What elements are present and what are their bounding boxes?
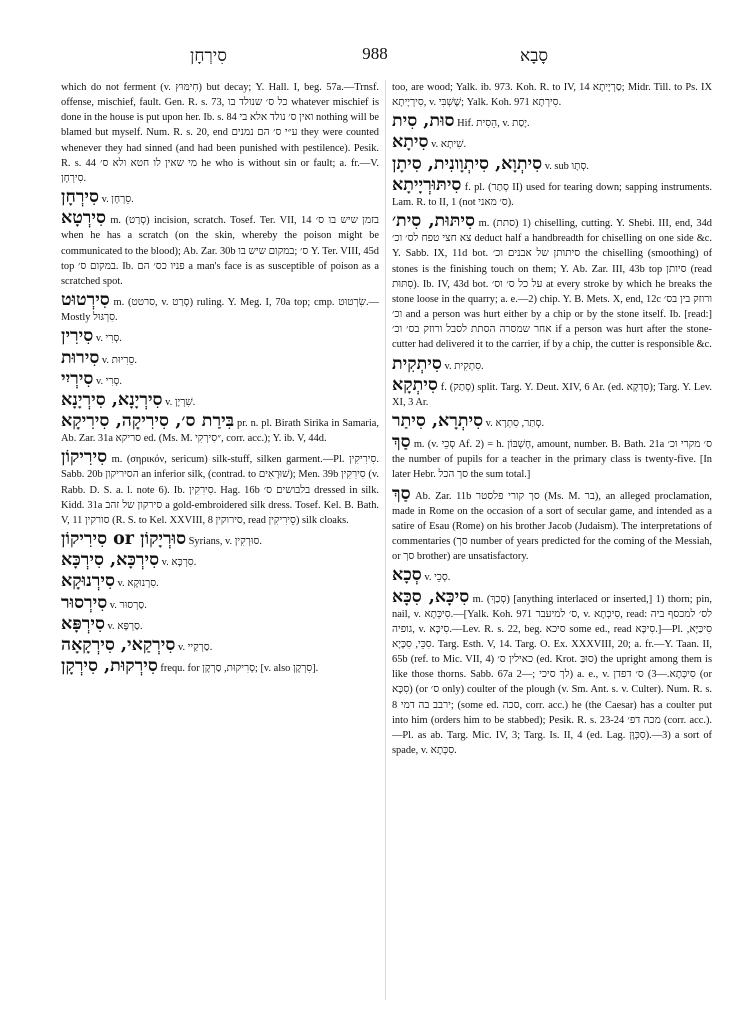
right-running-head: סָבָא: [520, 46, 549, 66]
entry-text: frequ. for סְרִיקוּת, סַרְקָן; [v. also סִרְקָן].: [160, 663, 319, 674]
entry-headword: סִיתְקִית: [392, 353, 442, 374]
entry: [392, 566, 712, 585]
entry: [61, 327, 379, 346]
entry-text: too, are wood; Yalk. ib. 973. Koh. R. to IV, 14 סַרְיָיתָא; Midr. Till. to Ps. IX סִירְיָיתָא, v. שָׁשְׁבִּי; Yalk. Koh. 971 סִירְתָא.: [392, 82, 712, 109]
entry-headword: סִירְחָן: [61, 187, 99, 208]
entry: [61, 657, 379, 676]
entry: [392, 355, 712, 374]
entry: [61, 370, 379, 389]
entry-headword: סִירִיקוֹן: [61, 447, 108, 468]
entry-headword: סִירְטָא: [61, 208, 106, 229]
entry-text: v. סַרְקַיי.: [177, 641, 213, 653]
entry-headword: סִירִיקוֹן or סוּרְיָקוֹן: [61, 529, 187, 550]
entry-text: v. sub סְתָו.: [544, 160, 589, 172]
entry-headword: סִירְכָּא, סִירְכָּא: [61, 550, 160, 571]
entry-headword: סִירְסוּר: [61, 592, 108, 613]
entry-text: Hif. הֵסִית, v. יָסַת.: [457, 118, 530, 130]
entry: [61, 572, 379, 591]
entry-headword: סַךְ: [392, 432, 411, 453]
left-column: [61, 80, 379, 1005]
entry-headword: סִירְנוּקָא: [61, 571, 115, 592]
entry-headword: סִירְיִי: [61, 368, 94, 389]
entry: [61, 209, 379, 289]
entry-text: v. סְרִי.: [95, 333, 122, 345]
entry-text: Syrians, v. סוּרְקִין.: [188, 536, 262, 548]
column-divider: [385, 80, 386, 1000]
entry: [392, 133, 712, 152]
entry-headword: סִירְפָּא: [61, 613, 105, 634]
entry-headword: סִירוּת: [61, 347, 100, 368]
entry-headword: סִירְיָנָא, סִירְיָנָא: [61, 389, 163, 410]
entry: [392, 212, 712, 352]
entry: [61, 636, 379, 655]
entry-headword: סִיתְרָא, סִיתַר: [392, 410, 484, 431]
page-header: [0, 44, 750, 72]
entry: [61, 412, 379, 446]
entry: [392, 485, 712, 565]
entry-headword: סִירְטוּט: [61, 290, 110, 311]
entry-text: v. סְרִי.: [95, 375, 123, 387]
entry: [392, 433, 712, 482]
entry-headword: סַךְ: [392, 483, 411, 504]
entry-text: which do not ferment (v. חִימּוּץ) but decay; Y. Hall. I, beg. 57a.—Trnsf. offense, mischief, fault. Gen. R. s. 73, כל ס׳ שנולד בו whatever mischief is done in the house is put upon her. Ib. s. 84 ואין ס׳ נולד אלא בי nothing will be blamed but myself. Num. R. s. 20, end ע״י ס׳ הם נמנים they were counted whenever they had sinned (and had been punished with pestilence). Pesik. R. s. 44 מי שאין לו חטא ולא ס׳ he who is without sin or fault; a. fr.—V. סִירְחָן.: [61, 82, 379, 184]
entry-headword: סִיתָא: [392, 132, 429, 153]
entry-headword: סִיתְוָא, סִיתְוָונִית, סִיתָן: [392, 153, 543, 174]
entry: [392, 412, 712, 431]
entry-text: m. (σηρικόν, sericum) silk-stuff, silken garment.—Pl. סִירִיקִין. Sabb. 20b הסיריקון an inferior silk, (contrad. to שׁוּרָאִים); Men. 39b סִירִקִין (v. Rabb. D. S. a. l. note 6). Ib. סִירִקִין. Hag. 16b בלבושים ס׳ dressed in silk. Kidd. 31a סירקון של זהב a gold-embroidered silk dress. Tosef. Kel. B. Bath. V, 11 סורקין (R. S. to Kel. XXVIII, 8 סירוקין, read סֵירִיקִין) silk cloaks.: [61, 454, 379, 526]
entry-text: m. (v. סְכֵי Af. 2) = h. חֶשְׁבּוֹן, amount, number. B. Bath. 21a ס׳ מקרי וכ׳ the number of pupils for a teacher in the primary class is twenty-five. [In later Hebr. סך הכל the sum total.]: [392, 439, 712, 481]
entry-text: v. סִרְכָּא.: [161, 557, 197, 569]
entry: [392, 176, 712, 210]
entry-text: m. (סתת) 1) chiselling, cutting. Y. Shebi. III, end, 34d צא חצי טפח לס׳ וכ׳ deduct half a handbreadth for chiselling on one side &c. Y. Sabb. IX, 11d bot. סיתותן של אבנים וכ׳ the chiselling (smoothing) of stones is the finishing touch on them; Y. Ab. Zar. III, 43b top סיותן (read סִתּוּת). Ib. IV, 43d bot. על כל ס׳ וס׳ at every stroke by which he breaks the stone loose in the quarry; a. e.—2) chip. Y. B. Mets. X, end, 12c ורוזק בין בס׳ וכ׳ and a person was hurt either by a chip or by the stone itself. Ib. [read:] אחר שמסרה הסתת לסבל ורוזק בס׳ וכ׳ if a person was hurt after the stone-cutter had delivered it to the carrier, if by a chip, the cutter is responsible &c.: [392, 218, 712, 351]
entry: [61, 188, 379, 207]
entry-headword: סִירְקוּת, סִירְקָן: [61, 656, 158, 676]
entry-text: v. סְכֵי.: [424, 572, 451, 584]
entry: [61, 448, 379, 528]
entry-text: m. (סרטט, v. סְרַט) ruling. Y. Meg. I, 70a top; cmp. שִׂרְטוּט.—Mostly סִרְגּוּל.: [61, 297, 379, 324]
entry: [392, 112, 712, 131]
left-running-head: סִירְחָן: [190, 46, 227, 66]
entry-headword: סְכָא: [392, 565, 422, 586]
entry-text: v. סֵרְחָן.: [101, 194, 134, 206]
entry-headword: סִיתּוּת, סִית׳: [392, 211, 475, 232]
entry-text: m. (סְרַט) incision, scratch. Tosef. Ter. VII, 14 בזמן שיש בו ס׳ when he has a scratch (on the skin, whereby the poison might be communicated to the blood); Ab. Zar. 30b ס׳ ;במקום שיש בו Y. Ter. VIII, 45d top במקום ס׳. Ib. פניו כס׳ הם a man's face is as susceptible of poison as a scratched spot.: [61, 215, 379, 287]
entry: [61, 594, 379, 613]
entry-headword: סִיתּוּרְיָיתָא: [392, 174, 462, 195]
entry-text: v. שִׁיתָא.: [431, 139, 467, 151]
entry: [61, 349, 379, 368]
entry-text: f. pl. (סְתַר II) used for tearing down; sapping instruments. Lam. R. to II, 1 (not ס׳ מאני).: [392, 181, 712, 208]
entry: [61, 391, 379, 410]
entry-text: v. סַרְסוּר.: [109, 599, 147, 611]
entry-headword: בִּירַת ס׳, סִירִיקָה, סִירִיקָא: [61, 410, 235, 431]
entry-text: v. שִׁרְיָן.: [165, 396, 196, 408]
entry-text: Ab. Zar. 11b סך קורי פלסטר (Ms. M. בר), an alleged proclamation, made in Rome on the occasion of a sort of secular game, and intended as a satire of Esau (Rome) on his brother Jacob (Judaism). The interpretations of commentaries (סך number of years predicted for the coming of the Messiah, or סך brother) are unsatisfactory.: [392, 490, 712, 563]
entry: [61, 615, 379, 634]
entry-headword: סִיתְקָא: [392, 374, 438, 395]
entry: [61, 291, 379, 325]
entry-headword: סִיכָּא, סִכָּא: [392, 586, 470, 607]
entry-headword: סִירְקַאי, סִירְקָאָה: [61, 634, 176, 655]
entry-text: pr. n. pl. Birath Sirika in Samaria, Ab. Zar. 31a סריקא ed. (Ms. M. ״סִירְקִי, corr. acc.); Y. ib. V, 44d.: [61, 417, 379, 445]
entry: [61, 551, 379, 570]
entry-text: v. סַרְפָּא.: [107, 620, 143, 632]
entry: [392, 376, 712, 410]
entry-text: v. סְתַר, סִתְרָא.: [485, 417, 545, 429]
entry: [61, 530, 379, 549]
entry: [392, 588, 712, 759]
entry-headword: סִירִין: [61, 326, 94, 347]
entry: [61, 80, 379, 186]
entry-text: v. סִתְקִית.: [444, 360, 484, 372]
entry-text: m. (סְכַךְ) [anything interlaced or inserted,] 1) thorn; pin, nail, v. סִיכְּתָא.—[Yalk. Koh. 971 ס׳ למיעבר, v. סִיכְתָא, read: לס׳ למכסף ביה גופיה, v. סִיכָּא.—Lev. R. s. 22, beg. סיכא some ed., read סִיכָּא.]—Pl. סִיכַּיָּא, סִכֵּי, סִכָּיָא. Targ. Esth. V, 14. Targ. O. Ex. XXXVIII, 20; a. fr.—Y. Taan. II, 65b (ref. to Mic. VII, 4) כאילין ס׳ (ed. Krot. סוּבַּ) the upright among them is like those thorns. Sabb. 67a לך סיכי ;—2) a. e., v. סִיכְּתָא.—3) ס׳ דפדן (or סִכָּא) (or ס׳ only) coulter of the plough (v. Sm. Ant. s. v. Culter). Num. R. s. 8 ירבב בה דמי; (some ed. סכה, corr. acc.) he (the Caesar) has a coulter put into him (orders him to be stabbed); Pesik. R. s. 23-24 מכה דפ׳ (corr. acc.).—Pl. as ab. Targ. Mic. IV, 3; Targ. Is. II, 4 (ed. Lag. סִכְּוָּן).—3) a sort of spade, v. סִכְּתָא.: [392, 593, 712, 757]
page-number: 988: [362, 44, 388, 63]
entry: [392, 80, 712, 110]
entry-text: v. סֵרִיוּת.: [101, 354, 137, 366]
entry-text: f. (סְתַק) split. Targ. Y. Deut. XIV, 6 Ar. (ed. סִדְקָא); Targ. Y. Lev. XI, 3 Ar.: [392, 381, 712, 408]
entry-text: v. סִרְנוּקָא.: [117, 578, 159, 590]
entry: [392, 155, 712, 174]
right-column: [392, 80, 712, 1005]
entry-headword: סוּת, סִית: [392, 111, 455, 132]
